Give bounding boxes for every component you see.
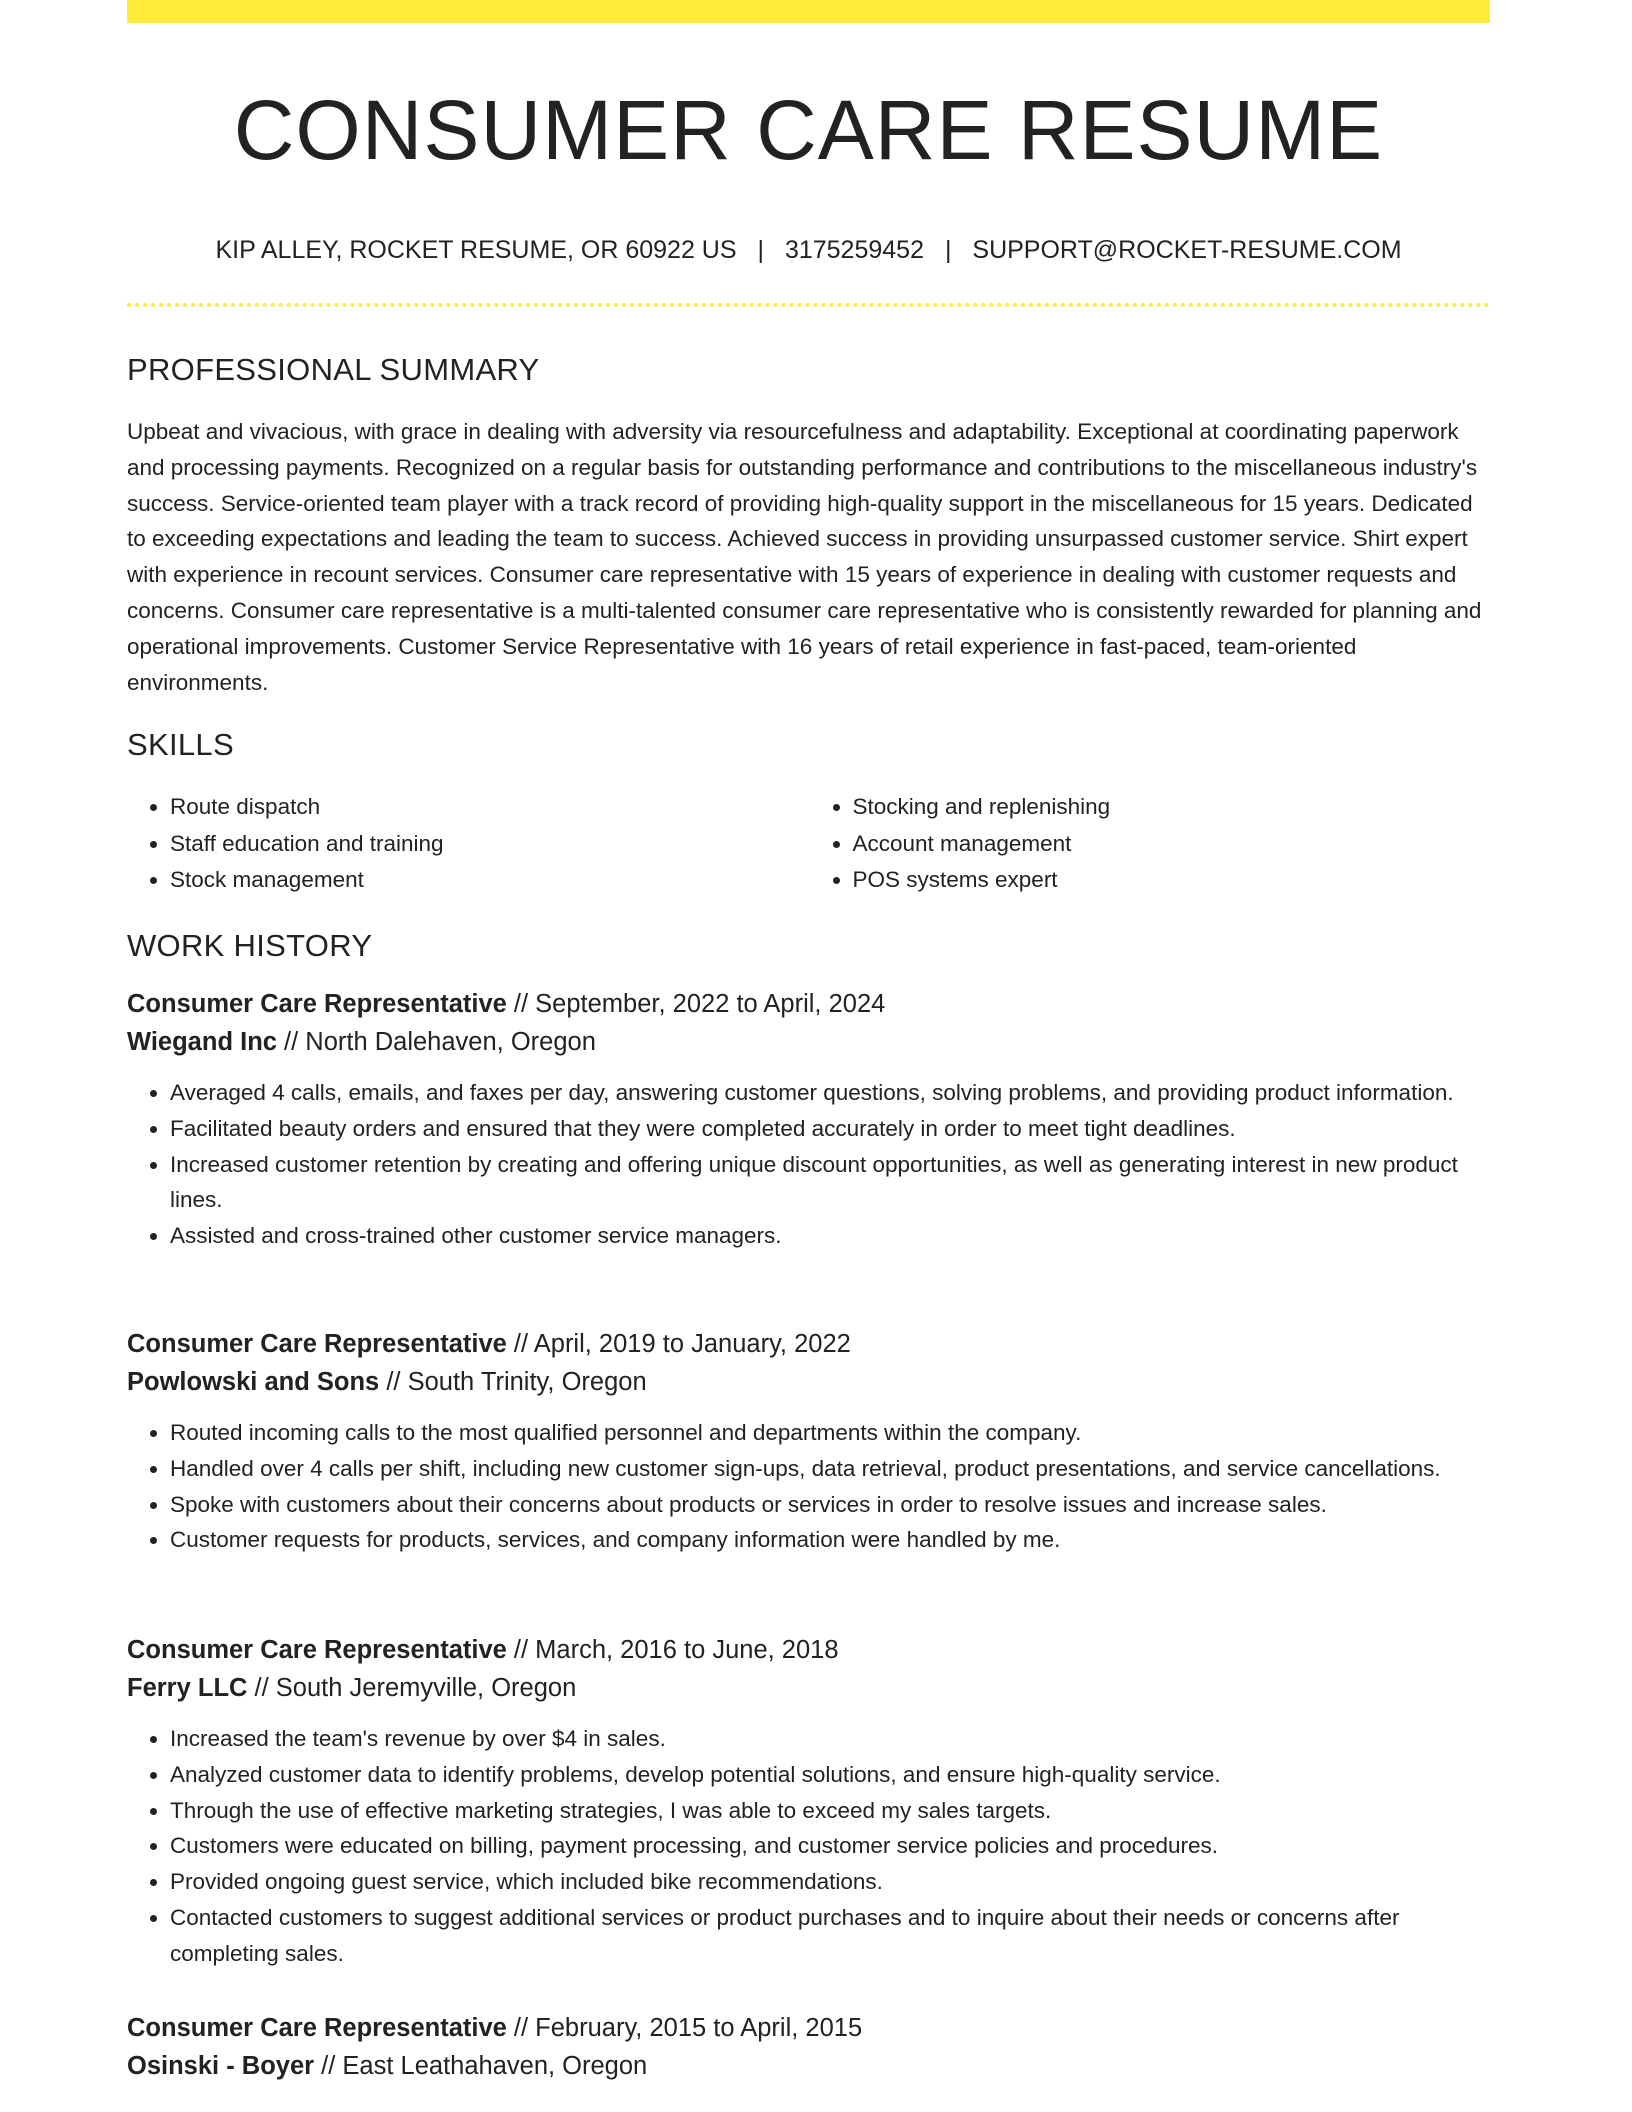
job-dates: // April, 2019 to January, 2022	[513, 1330, 851, 1358]
job-entry	[127, 985, 1490, 1254]
job-bullet: • Increased the team's revenue by over $4 in sales.	[170, 1721, 1490, 1757]
job-bullet: • Contacted customers to suggest additional services or product purchases and to inquire about their needs or concerns after completing sales.	[170, 1900, 1490, 1972]
job-company-line	[127, 1669, 1490, 1707]
skills-columns	[127, 789, 1490, 899]
job-dates: // March, 2016 to June, 2018	[513, 1636, 839, 1664]
job-bullet: • Provided ongoing guest service, which included bike recommendations.	[170, 1864, 1490, 1900]
job-company: Wiegand Inc	[127, 1028, 277, 1056]
job-bullet: • Increased customer retention by creating and offering unique discount opportunities, as well as generating interest in new product lines.	[170, 1147, 1490, 1219]
job-role: Consumer Care Representative	[127, 1330, 507, 1358]
job-title-line	[127, 2009, 1490, 2047]
skills-heading: SKILLS	[127, 727, 234, 762]
contact-email: SUPPORT@ROCKET-RESUME.COM	[972, 236, 1402, 264]
job-role: Consumer Care Representative	[127, 990, 507, 1018]
top-accent-bar	[127, 0, 1490, 23]
summary-section	[127, 352, 1490, 700]
job-bullets	[127, 1415, 1490, 1558]
job-bullet: • Assisted and cross-trained other customer service managers.	[170, 1218, 1490, 1254]
job-entry	[127, 1325, 1490, 1558]
contact-separator: |	[757, 236, 764, 264]
job-location: // East Leathahaven, Oregon	[321, 2052, 648, 2080]
job-entry	[127, 2009, 1490, 2085]
job-location: // North Dalehaven, Oregon	[284, 1028, 596, 1056]
job-company: Ferry LLC	[127, 1674, 248, 1702]
job-company-line	[127, 1363, 1490, 1401]
job-bullet: • Handled over 4 calls per shift, including new customer sign-ups, data retrieval, product presentations, and service cancellations.	[170, 1451, 1490, 1487]
contact-phone: 3175259452	[784, 236, 924, 264]
job-role: Consumer Care Representative	[127, 2014, 507, 2042]
job-location: // South Jeremyville, Oregon	[254, 1674, 577, 1702]
job-company: Osinski - Boyer	[127, 2052, 315, 2080]
skill-item: • Stock management	[170, 862, 808, 899]
job-entry	[127, 1631, 1490, 1972]
summary-heading: PROFESSIONAL SUMMARY	[127, 352, 540, 387]
job-bullet: • Routed incoming calls to the most qualified personnel and departments within the company.	[170, 1415, 1490, 1451]
job-title-line	[127, 1631, 1490, 1669]
job-dates: // September, 2022 to April, 2024	[513, 990, 886, 1018]
contact-line	[127, 236, 1490, 265]
job-company-line	[127, 1023, 1490, 1061]
job-company-line	[127, 2047, 1490, 2085]
job-location: // South Trinity, Oregon	[386, 1368, 647, 1396]
job-bullets	[127, 1075, 1490, 1254]
job-title-line	[127, 985, 1490, 1023]
skill-item: • Stocking and replenishing	[853, 789, 1491, 826]
skill-item: • Route dispatch	[170, 789, 808, 826]
dotted-divider	[127, 303, 1490, 307]
skills-right-list	[808, 789, 1491, 899]
work-history-heading: WORK HISTORY	[127, 928, 373, 963]
skills-section	[127, 727, 1490, 899]
job-bullet: • Through the use of effective marketing strategies, I was able to exceed my sales targets.	[170, 1793, 1490, 1829]
job-bullet: • Customer requests for products, services, and company information were handled by me.	[170, 1522, 1490, 1558]
skill-item: • Staff education and training	[170, 826, 808, 863]
resume-title: CONSUMER CARE RESUME	[233, 83, 1384, 177]
job-bullet: • Customers were educated on billing, payment processing, and customer service policies and procedures.	[170, 1828, 1490, 1864]
skill-item: • POS systems expert	[853, 862, 1491, 899]
job-bullet: • Facilitated beauty orders and ensured that they were completed accurately in order to meet tight deadlines.	[170, 1111, 1490, 1147]
job-bullet: • Analyzed customer data to identify problems, develop potential solutions, and ensure high-quality service.	[170, 1757, 1490, 1793]
job-bullet: • Averaged 4 calls, emails, and faxes per day, answering customer questions, solving problems, and providing product information.	[170, 1075, 1490, 1111]
job-dates: // February, 2015 to April, 2015	[513, 2014, 863, 2042]
job-title-line	[127, 1325, 1490, 1363]
summary-text: Upbeat and vivacious, with grace in dealing with adversity via resourcefulness and adaptability. Exceptional at coordinating paperwork and processing payments. Recognized on a regular basis for outstanding performance and contributions to the miscellaneous industry's success. Service-oriented team player with a track record of providing high-quality support in the miscellaneous for 15 years. Dedicated to exceeding expectations and leading the team to success. Achieved success in providing unsurpassed customer service. Shirt expert with experience in recount services. Consumer care representative with 15 years of experience in dealing with customer requests and concerns. Consumer care representative is a multi-talented consumer care representative who is consistently rewarded for planning and operational improvements. Customer Service Representative with 16 years of retail experience in fast-paced, team-oriented environments.	[127, 419, 1482, 695]
job-bullet: • Spoke with customers about their concerns about products or services in order to resolve issues and increase sales.	[170, 1487, 1490, 1523]
work-history-section	[127, 928, 1490, 964]
job-bullets	[127, 1721, 1490, 1972]
job-company: Powlowski and Sons	[127, 1368, 380, 1396]
skill-item: • Account management	[853, 826, 1491, 863]
contact-address: KIP ALLEY, ROCKET RESUME, OR 60922 US	[215, 236, 737, 264]
skills-left-list	[127, 789, 808, 899]
job-role: Consumer Care Representative	[127, 1636, 507, 1664]
contact-separator: |	[944, 236, 952, 264]
